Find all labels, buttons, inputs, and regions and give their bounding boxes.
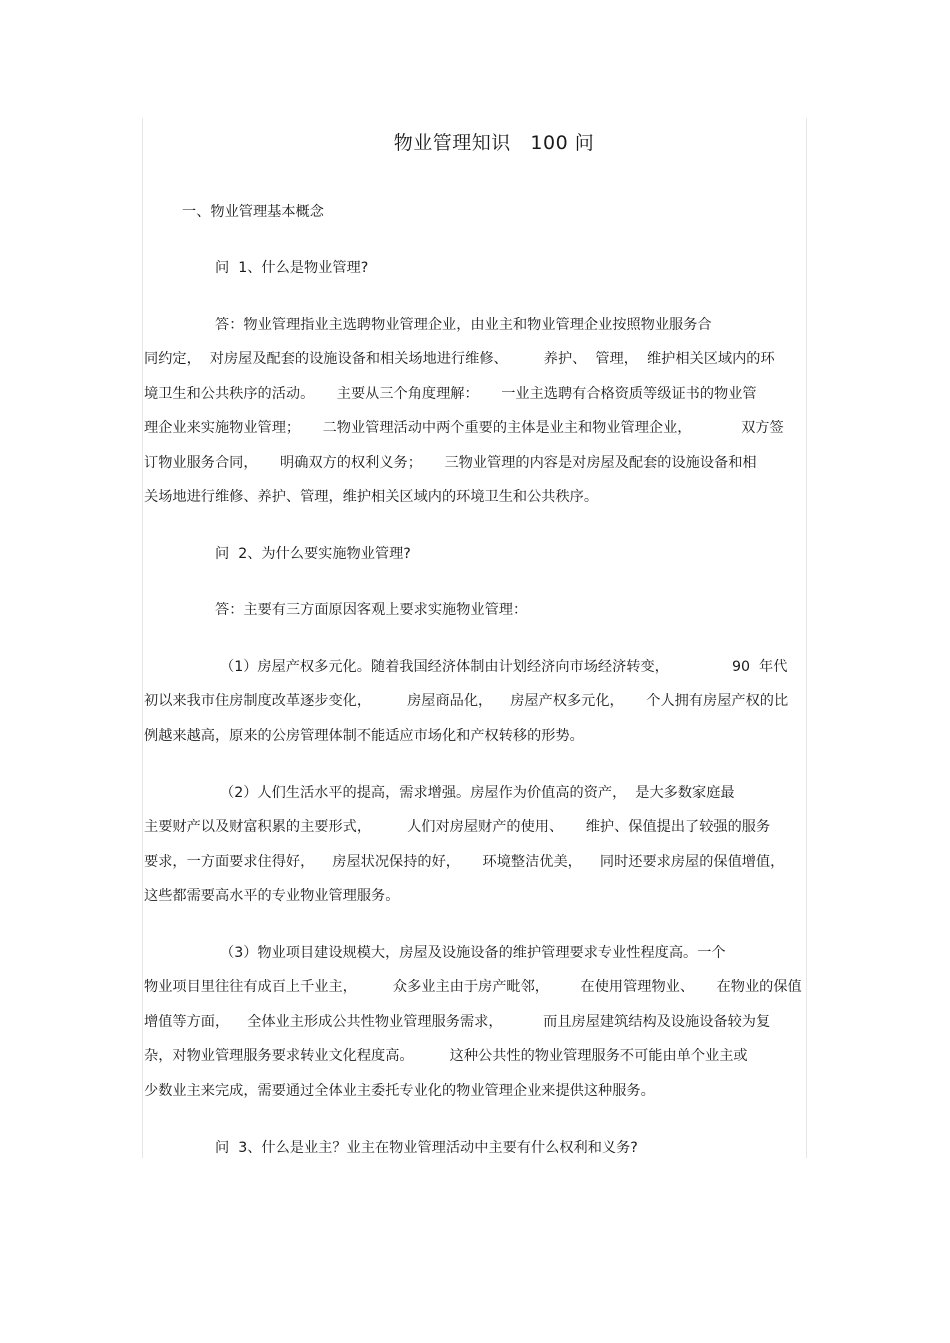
point-2-line: 主要财产以及财富积累的主要形式， 人们对房屋财产的使用、 维护、保值提出了较强的服务 (144, 819, 771, 835)
point-1-line: 例越来越高，原来的公房管理体制不能适应市场化和产权转移的形势。 (144, 728, 584, 744)
point-3-line: 增值等方面， 全体业主形成公共性物业管理服务需求， 而且房屋建筑结构及设施设备较为复 (144, 1014, 771, 1030)
point-2-line: 要求，一方面要求住得好， 房屋状况保持的好， 环境整洁优美， 同时还要求房屋的保值增值， (144, 854, 785, 870)
answer-1-line: 关场地进行维修、养护、管理，维护相关区域内的环境卫生和公共秩序。 (144, 489, 599, 505)
page-right-border (806, 118, 807, 1158)
document-title: 物业管理知识 100 问 (393, 132, 595, 154)
answer-1-line: 同约定， 对房屋及配套的设施设备和相关场地进行维修、 养护、 管理， 维护相关区域内的环 (144, 351, 775, 367)
page-left-border (142, 118, 143, 1158)
answer-1-line: 境卫生和公共秩序的活动。 主要从三个角度理解： 一业主选聘有合格资质等级证书的物业管 (144, 386, 757, 402)
point-3-line: 物业项目里往往有成百上千业主， 众多业主由于房产毗邻， 在使用管理物业、 在物业的保值 (144, 979, 802, 995)
point-1-line: （1）房屋产权多元化。随着我国经济体制由计划经济向市场经济转变， 90 年代 (220, 659, 788, 675)
question-3: 问 3、什么是业主？业主在物业管理活动中主要有什么权利和义务? (215, 1140, 638, 1156)
point-3-line: 少数业主来完成，需要通过全体业主委托专业化的物业管理企业来提供这种服务。 (144, 1083, 655, 1099)
point-3-line: （3）物业项目建设规模大，房屋及设施设备的维护管理要求专业性程度高。一个 (220, 945, 726, 961)
question-2: 问 2、为什么要实施物业管理? (215, 546, 411, 562)
answer-1-line: 订物业服务合同， 明确双方的权利义务； 三物业管理的内容是对房屋及配套的设施设备和相 (144, 455, 757, 471)
point-2-line: （2）人们生活水平的提高，需求增强。房屋作为价值高的资产， 是大多数家庭最 (220, 785, 735, 801)
section-heading: 一、物业管理基本概念 (182, 204, 324, 220)
answer-1-line: 答：物业管理指业主选聘物业管理企业，由业主和物业管理企业按照物业服务合 (215, 317, 712, 333)
point-2-line: 这些都需要高水平的专业物业管理服务。 (144, 888, 400, 904)
answer-2-intro: 答：主要有三方面原因客观上要求实施物业管理： (215, 602, 528, 618)
answer-1-line: 理企业来实施物业管理； 二物业管理活动中两个重要的主体是业主和物业管理企业， 双方签 (144, 420, 784, 436)
point-3-line: 杂，对物业管理服务要求转业文化程度高。 这种公共性的物业管理服务不可能由单个业主或 (144, 1048, 748, 1064)
question-1: 问 1、什么是物业管理? (215, 260, 369, 276)
point-1-line: 初以来我市住房制度改革逐步变化， 房屋商品化， 房屋产权多元化， 个人拥有房屋产权的比 (144, 693, 789, 709)
